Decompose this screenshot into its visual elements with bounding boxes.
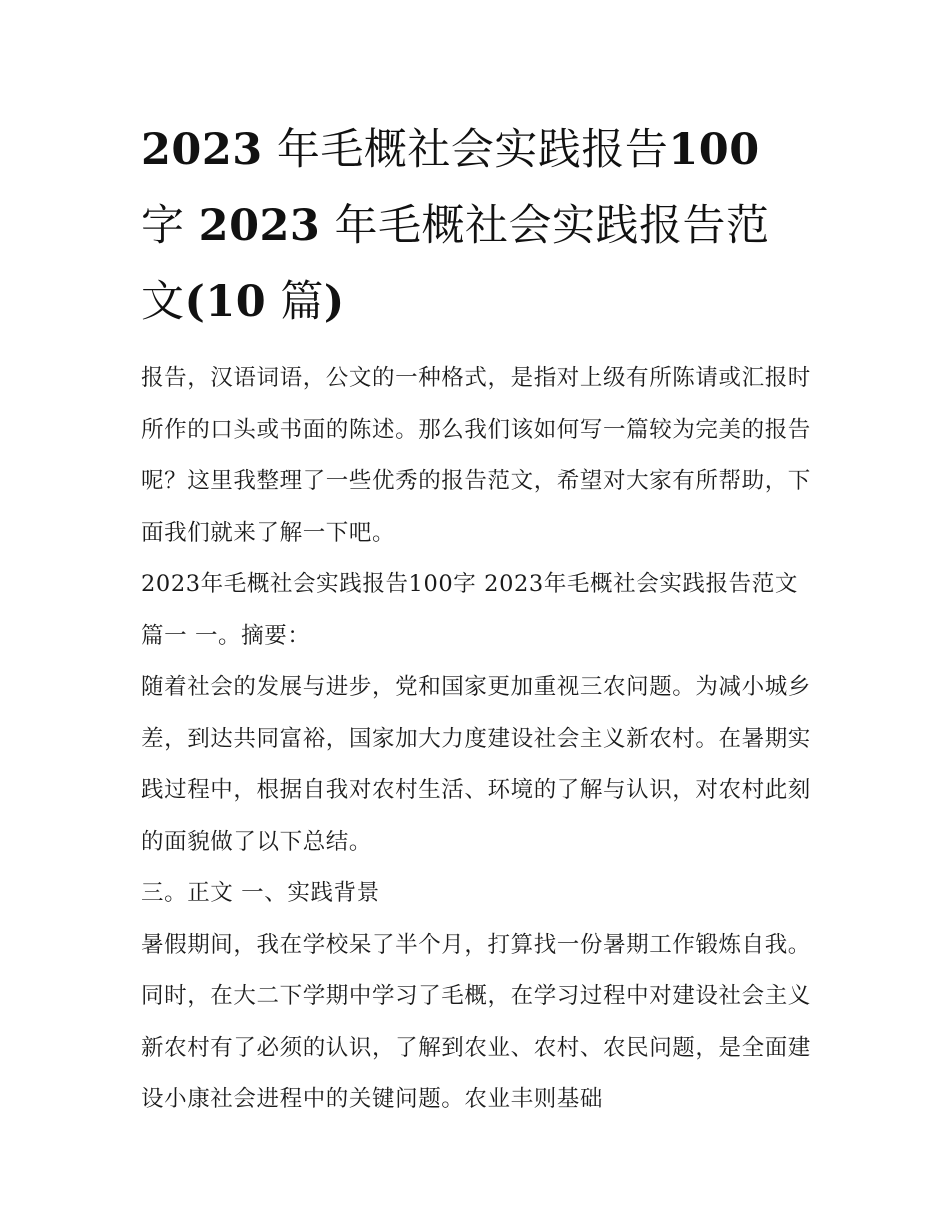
title-text-4: 篇 — [280, 277, 324, 327]
title-text-2: 字 — [141, 201, 185, 251]
paragraph-body-heading: 三。正文 一、实践背景 — [141, 880, 380, 906]
paragraph-intro: 报告，汉语词语，公文的一种格式，是指对上级有所陈请或汇报时所作的口头或书面的陈述。那么我们该如何写一篇较为完美的报告呢？这里我整理了一些优秀的报告范文，希望对大家有所帮助，下面我们就来了解一下吧。 — [141, 365, 811, 546]
title-text-3: 年毛概社会实践报告范文 — [141, 201, 770, 327]
paragraph-background: 暑假期间，我在学校呆了半个月，打算找一份暑期工作锻炼自我。同时，在大二下学期中学习了毛概，在学习过程中对建设社会主义新农村有了必须的认识，了解到农业、农村、农民问题，是全面建设小康社会进程中的关键问题。农业丰则基础 — [141, 931, 811, 1112]
paragraph-section-heading: 2023年毛概社会实践报告100字 2023年毛概社会实践报告范文篇一 一。摘要： — [141, 571, 798, 649]
title-paren-count: (10 — [184, 277, 267, 327]
title-count: 100 — [668, 125, 760, 175]
title-year-1: 2023 — [141, 125, 263, 175]
document-content — [141, 112, 813, 1126]
title-paren-close: ) — [323, 277, 345, 327]
title-year-2: 2023 — [198, 201, 321, 251]
paragraph-abstract: 随着社会的发展与进步，党和国家更加重视三农问题。为减小城乡差，到达共同富裕，国家加大力度建设社会主义新农村。在暑期实践过程中，根据自我对农村生活、环境的了解与认识，对农村此刻的面貌做了以下总结。 — [141, 674, 811, 855]
document-title — [141, 112, 813, 340]
title-text-1: 年毛概社会实践报告 — [276, 125, 669, 175]
